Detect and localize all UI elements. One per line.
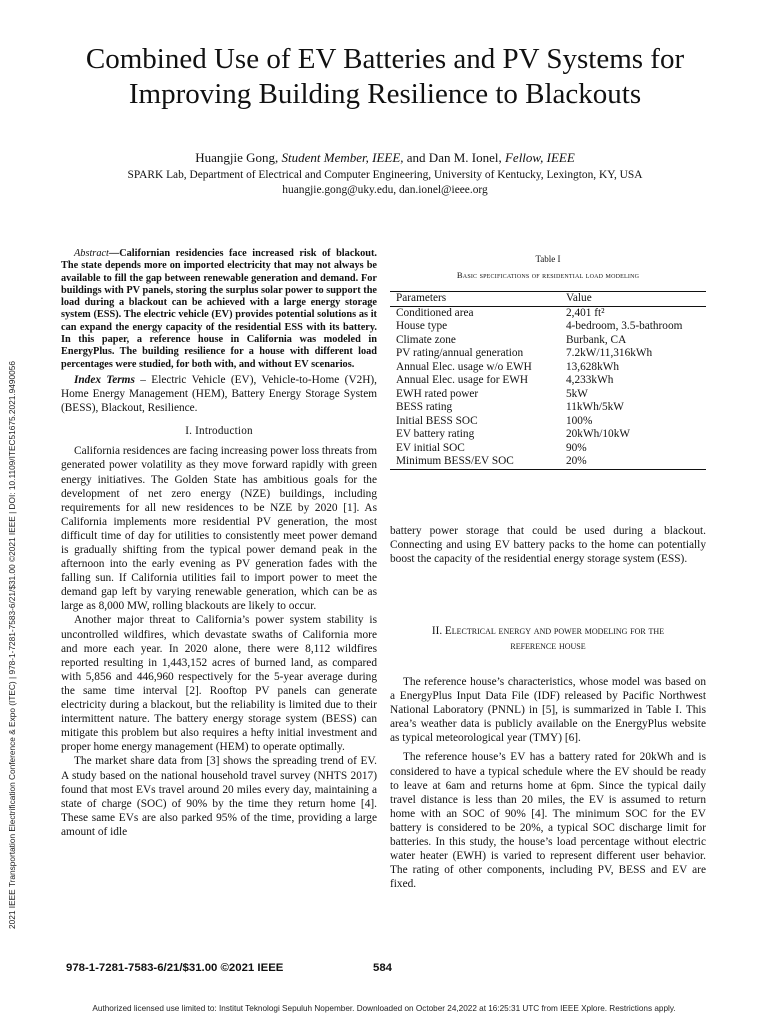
right-column-table xyxy=(390,248,706,470)
title-line-1: Combined Use of EV Batteries and PV Systems for xyxy=(85,43,685,75)
table-row xyxy=(390,428,706,442)
table-row xyxy=(390,455,706,469)
left-column xyxy=(61,248,377,839)
table-body xyxy=(390,306,706,469)
table-cell-parameter: EWH rated power xyxy=(396,387,479,400)
table-row xyxy=(390,320,706,334)
table-header-parameters: Parameters xyxy=(390,292,558,307)
table-cell-value: Burbank, CA xyxy=(566,333,627,346)
sidebar-citation xyxy=(2,300,22,990)
table-row xyxy=(390,388,706,402)
section-2-body xyxy=(390,675,706,891)
section-2-heading xyxy=(390,624,706,653)
affiliation-block xyxy=(40,168,730,198)
author-2: , and Dan M. Ionel, xyxy=(400,150,505,165)
author-2-role: Fellow, IEEE xyxy=(504,150,575,165)
table-cell-parameter: BESS rating xyxy=(396,401,453,414)
section-1-heading: I. Introduction xyxy=(185,425,253,438)
table-cell-parameter: Minimum BESS/EV SOC xyxy=(390,455,558,469)
table-cell-parameter: EV battery rating xyxy=(396,428,475,441)
author-1-role: Student Member, IEEE xyxy=(281,150,401,165)
table-cell-parameter: Annual Elec. usage w/o EWH xyxy=(396,360,532,373)
table-cell-parameter: Annual Elec. usage for EWH xyxy=(396,374,529,387)
table-cell-parameter: PV rating/annual generation xyxy=(396,347,524,360)
table-row xyxy=(390,361,706,375)
table-cell-value: 100% xyxy=(566,414,593,427)
table-cell-parameter: Climate zone xyxy=(396,333,456,346)
table-cell-parameter: House type xyxy=(396,320,448,333)
table-row xyxy=(390,306,706,320)
abstract-text: —Californian residencies face increased risk of blackout. The state depends more on imported electricity that may not always be available to fill the gap between renewable generation and demand. For buildings with PV panels, storing the surplus solar power to support the load during a blackout can be achieved with a large energy storage system (ESS). The electric vehicle (EV) provides potential solutions as it can expand the energy capacity of the residential ESS with its battery. In this paper, a reference house in California was modeled in EnergyPlus. The building resilience for a house with different load percentages were studied, for both with, and without EV scenarios. xyxy=(61,248,377,370)
index-terms-lead: Index Terms xyxy=(74,373,135,386)
table-row xyxy=(390,334,706,348)
spec-table xyxy=(390,291,706,470)
title-line-2: Improving Building Resilience to Blackouts xyxy=(128,78,642,110)
table-cell-parameter: Initial BESS SOC xyxy=(396,414,478,427)
affiliation: SPARK Lab, Department of Electrical and Computer Engineering, University of Kentucky, Lexington, KY, USA xyxy=(127,169,643,181)
sidebar-citation-text: 2021 IEEE Transportation Electrification Conference & Expo (ITEC) | 978-1-7281-7583-6/21/$31.00 ©2021 IEEE | DOI: 10.1109/ITEC51675.2021.9490056 xyxy=(7,361,17,929)
table-row xyxy=(390,401,706,415)
table-cell-value: 7.2kW/11,316kWh xyxy=(566,347,653,360)
right-paragraph-1: battery power storage that could be used during a blackout. Connecting and using EV battery packs to the home can potentially boost the capacity of the residential energy storage system (ESS). xyxy=(390,525,706,566)
table-cell-value: 2,401 ft² xyxy=(566,306,605,319)
table-cell-parameter: Conditioned area xyxy=(396,306,474,319)
index-terms xyxy=(61,373,377,415)
table-row xyxy=(390,374,706,388)
emails: huangjie.gong@uky.edu, dan.ionel@ieee.org xyxy=(282,184,488,196)
table-cell-value: 20kWh/10kW xyxy=(566,428,631,441)
author-1: Huangjie Gong, xyxy=(195,150,282,165)
table-cell-value: 5kW xyxy=(566,387,588,400)
table-number: Table I xyxy=(535,254,561,264)
paper-title xyxy=(40,42,730,112)
page-number: 584 xyxy=(373,962,393,974)
section-2-paragraph-2: The reference house’s EV has a battery rated for 20kWh and is considered to have a typical schedule where the EV should be ready to leave at 6am and returns home at 6pm. Since the typical daily travel distance is less than 20 miles, the EV is assumed to return home with an SOC of 90% [4]. The minimum SOC for the EV battery is considered to be 20%, a typical SOC discharge limit for batteries. In this study, the house’s load percentage without electric water heater (EWH) is varied to represent different user behavior. The rating of other components, including PV, BESS and EV are fixed. xyxy=(390,751,706,891)
section-2-heading-line-1: II. Electrical energy and power modeling for the xyxy=(431,625,665,637)
index-terms-text: – Electric Vehicle (EV), Vehicle-to-Home (V2H), Home Energy Management (HEM), Battery Energy Storage System (BESS), Blackout, Resilience. xyxy=(61,373,377,415)
abstract xyxy=(61,248,377,371)
table-cell-value: 4-bedroom, 3.5-bathroom xyxy=(566,320,683,333)
table-cell-value: 11kWh/5kW xyxy=(566,401,624,414)
section-2-heading-line-2: reference house xyxy=(510,639,586,652)
table-row xyxy=(390,347,706,361)
table-header-value: Value xyxy=(558,292,706,307)
table-cell-value: 13,628kWh xyxy=(566,360,620,373)
author-line xyxy=(40,150,730,166)
intro-paragraph-3: The market share data from [3] shows the spreading trend of EV. A study based on the national household travel survey (NHTS 2017) found that most EVs travel around 20 miles every day, maintaining a state of charge (SOC) of 90% by the time they return home [4]. These same EVs are also parked 95% of the time, providing a large amount of idle xyxy=(61,755,377,838)
abstract-lead: Abstract xyxy=(74,248,109,259)
authorized-notice: Authorized licensed use limited to: Institut Teknologi Sepuluh Nopember. Downloaded on October 24,2022 at 16:25:31 UTC from IEEE Xplore. Restrictions apply. xyxy=(92,1004,676,1013)
table-cell-value: 4,233kWh xyxy=(566,374,614,387)
table-cell-parameter: EV initial SOC xyxy=(396,441,465,454)
table-row xyxy=(390,415,706,429)
table-cell-value: 20% xyxy=(558,455,706,469)
table-cell-value: 90% xyxy=(566,441,587,454)
intro-paragraph-1: California residences are facing increasing power loss threats from generated power volatility as they move forward rapidly with green energy initiatives. The Golden State has ambitious goals for the development of net zero energy (NZE) buildings, including requirements for all new residences to be NZE by 2020 [1]. As California implements more residential PV generation, the most difficult time of day for utilities to consistently meet power demand is gradually shifting from the typical power demand peak in the afternoon into the early evening as PV generation fades with the falling sun. If California utilities fail to import power to meet the demand gap left by varying renewable generation, which can be as large as 8,000 MW, rolling blackouts are likely to occur. xyxy=(61,445,378,613)
table-header-row xyxy=(390,292,706,307)
section-2-paragraph-1: The reference house’s characteristics, whose model was based on a EnergyPlus Input Data File (IDF) released by Pacific Northwest National Laboratory (PNNL) in [5], is summarized in Table I. This area’s weather data is publicly available on the EnergyPlus website as typical meteorological year (TMY) [6]. xyxy=(390,676,706,745)
footer-isbn: 978-1-7281-7583-6/21/$31.00 ©2021 IEEE xyxy=(66,962,284,974)
intro-paragraph-2: Another major threat to California’s power system stability is uncontrolled wildfires, which devastate swaths of California more and more each year. In 2020 alone, there were 8,112 wildfires reported resulting in 1,443,152 acres of burned land, as compared with 5,856 and 446,960 respectively for the 5-year average during the same time interval [2]. Rooftop PV panels can generate electricity during a blackout, but the reliability is limited due to their intermittent nature. The battery energy storage system (BESS) can mitigate this problem but also requires a hefty initial investment and proper home energy management (HEM) to operate optimally. xyxy=(61,614,377,754)
table-row xyxy=(390,442,706,456)
table-title: Basic specifications of residential load modeling xyxy=(456,270,640,281)
